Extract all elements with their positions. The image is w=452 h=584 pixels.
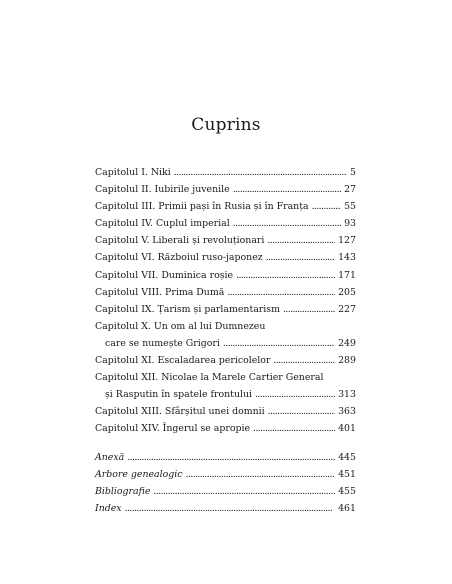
chapter-title: Capitolul III. Primii pași în Rusia și în Franța <box>95 201 309 213</box>
dot-leader <box>233 181 341 198</box>
toc-entry-chapter-5 <box>95 232 356 249</box>
toc-entry-chapter-11 <box>95 352 356 369</box>
chapter-title-continued: care se numește Grigori <box>105 337 220 349</box>
dot-leader <box>223 335 335 352</box>
section-title: Anexă <box>95 452 125 463</box>
page-number: 461 <box>338 503 356 515</box>
toc-entry-chapter-12-continued <box>95 386 356 403</box>
page-number: 227 <box>338 303 356 315</box>
toc-entry-chapter-3 <box>95 198 356 215</box>
dot-leader <box>266 249 335 266</box>
page-number: 205 <box>338 286 356 298</box>
chapter-title: Capitolul VI. Războiul ruso-japonez <box>95 252 263 264</box>
chapter-title: Capitolul V. Liberali și revoluționari <box>95 235 265 247</box>
page-number: 363 <box>338 406 356 418</box>
toc-entry-chapter-6 <box>95 249 356 266</box>
page-number: 401 <box>338 423 356 435</box>
page-number: 127 <box>338 235 356 247</box>
dot-leader <box>273 352 335 369</box>
dot-leader <box>174 164 347 181</box>
page-number: 5 <box>350 167 356 178</box>
dot-leader <box>255 386 335 403</box>
chapter-title: Capitolul IX. Țarism și parlamentarism <box>95 303 280 315</box>
chapter-title: Capitolul VIII. Prima Dumă <box>95 286 225 298</box>
toc-entry-arbore-genealogic <box>95 466 356 483</box>
toc-entry-chapter-10-continued <box>95 335 356 352</box>
toc-entry-chapter-2 <box>95 181 356 198</box>
chapter-title: Capitolul XII. Nicolae la Marele Cartier General <box>95 372 324 384</box>
dot-leader <box>127 449 335 466</box>
chapter-title: Capitolul XIV. Îngerul se apropie <box>95 423 251 435</box>
toc-entry-chapter-1 <box>95 164 356 181</box>
chapter-title: Capitolul XIII. Sfârșitul unei domnii <box>95 406 265 418</box>
toc-entry-chapter-7 <box>95 267 356 284</box>
toc-entry-chapter-4 <box>95 215 356 232</box>
toc-entry-chapter-14 <box>95 420 356 437</box>
page-number: 289 <box>338 355 356 367</box>
page-number: 143 <box>338 252 356 264</box>
page-number: 55 <box>344 201 356 213</box>
page-number: 451 <box>338 469 356 481</box>
page-number: 455 <box>338 486 356 498</box>
page-number: 27 <box>344 184 356 196</box>
chapter-title: Capitolul XI. Escaladarea pericolelor <box>95 355 271 367</box>
page-number: 171 <box>338 269 356 281</box>
chapter-list <box>95 164 356 438</box>
dot-leader <box>268 403 335 420</box>
toc-entry-chapter-13 <box>95 403 356 420</box>
toc-entry-chapter-10 <box>95 318 356 335</box>
page-number: 313 <box>338 389 356 401</box>
chapter-title: Capitolul X. Un om al lui Dumnezeu <box>95 320 266 332</box>
dot-leader <box>283 301 335 318</box>
dot-leader <box>267 232 335 249</box>
dot-leader <box>227 284 335 301</box>
toc-entry-chapter-8 <box>95 284 356 301</box>
toc-entry-chapter-9 <box>95 301 356 318</box>
chapter-title-continued: și Rasputin în spatele frontului <box>105 389 253 401</box>
dot-leader <box>186 466 336 483</box>
page-title: Cuprins <box>191 115 261 135</box>
dot-leader <box>233 215 341 232</box>
toc-entry-bibliografie <box>95 483 356 500</box>
page-number: 249 <box>338 337 356 349</box>
dot-leader <box>312 198 342 215</box>
section-title: Bibliografie <box>95 486 151 498</box>
dot-leader <box>153 483 335 500</box>
chapter-title: Capitolul IV. Cuplul imperial <box>95 218 230 230</box>
chapter-title: Capitolul VII. Duminica roșie <box>95 269 234 281</box>
back-matter-list <box>95 449 356 517</box>
toc-entry-anexa <box>95 449 356 466</box>
toc-entry-chapter-12 <box>95 369 356 386</box>
dot-leader <box>253 420 335 437</box>
chapter-title: Capitolul I. Niki <box>95 167 171 178</box>
section-title: Arbore genealogic <box>95 469 183 481</box>
section-title: Index <box>95 503 122 515</box>
page-number: 445 <box>338 452 356 463</box>
chapter-title: Capitolul II. Iubirile juvenile <box>95 184 230 196</box>
dot-leader <box>236 267 335 284</box>
toc-entry-index <box>95 500 356 517</box>
dot-leader <box>125 500 336 517</box>
page-number: 93 <box>344 218 356 230</box>
